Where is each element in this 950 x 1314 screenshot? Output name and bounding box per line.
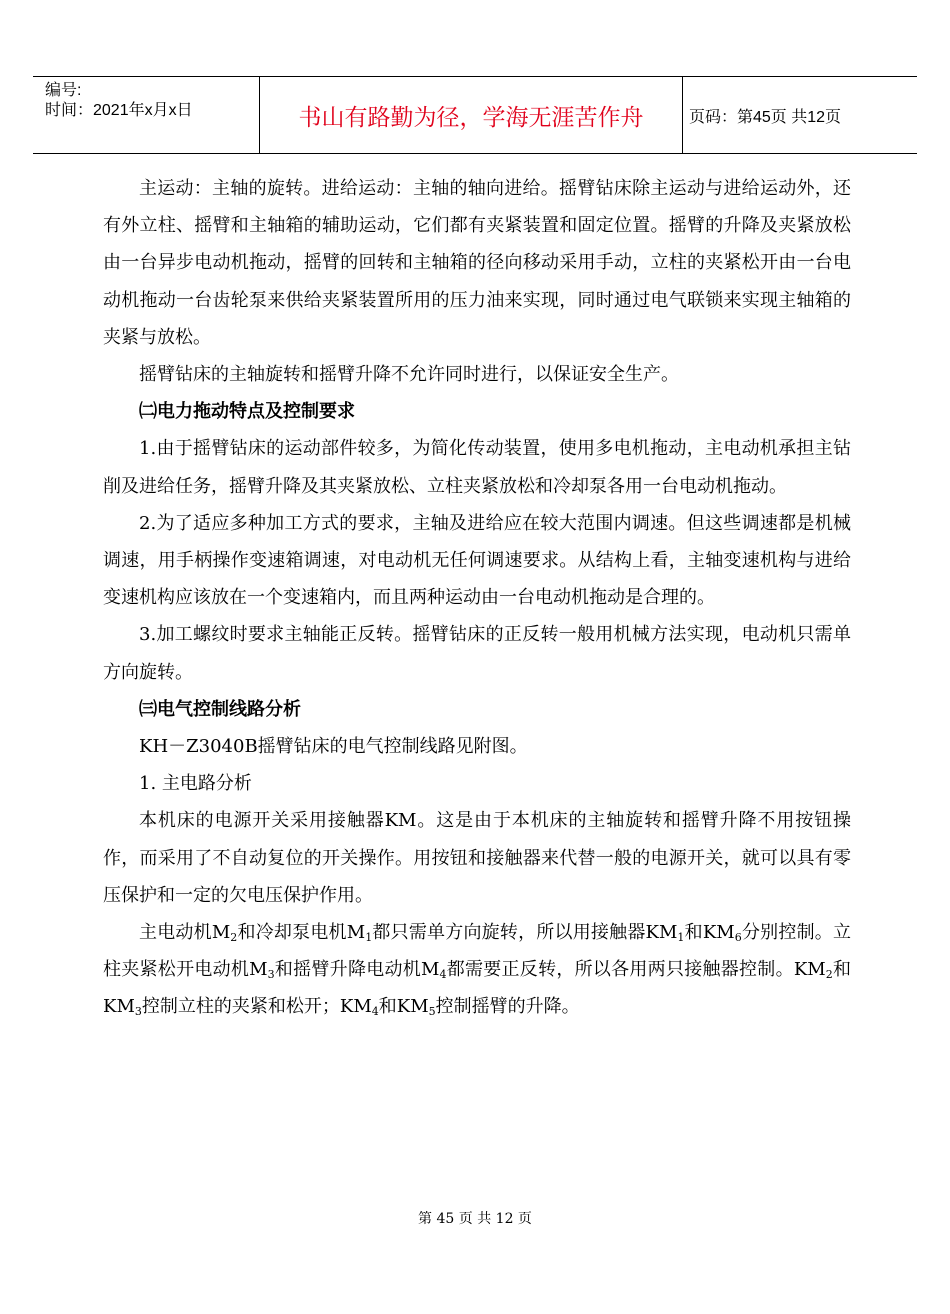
header-motto: 书山有路勤为径，学海无涯苦作舟 [259, 77, 683, 153]
text-run: 控制立柱的夹紧和松开；KM [141, 996, 372, 1018]
subscript: 1 [677, 931, 685, 945]
subsection-heading: 1. 主电路分析 [139, 773, 252, 795]
paragraph: KH－Z3040B摇臂钻床的电气控制线路见附图。 [139, 736, 528, 758]
paragraph [103, 914, 851, 1026]
text-run: 控制摇臂的升降。 [435, 996, 580, 1018]
text-run: 和KM [684, 922, 735, 944]
header-meta [45, 81, 260, 121]
paragraph: 本机床的电源开关采用接触器KM。这是由于本机床的主轴旋转和摇臂升降不用按钮操作，而采用了不自动复位的开关操作。用按钮和接触器来代替一般的电源开关，就可以具有零压保护和一定的欠电压保护作用。 [103, 810, 851, 906]
text-run: 主电动机M [139, 922, 231, 944]
paragraph: 2.为了适应多种加工方式的要求，主轴及进给应在较大范围内调速。但这些调速都是机械调速，用手柄操作变速箱调速，对电动机无任何调速要求。从结构上看，主轴变速机构与进给变速机构应该放在一个变速箱内，而且两种运动由一台电动机拖动是合理的。 [103, 512, 851, 609]
header-page-info: 页码：第45页 共12页 [689, 108, 842, 126]
text-run: 分别控制。立柱夹紧松开电动机M [103, 922, 851, 981]
page-footer: 第 45 页 共 12 页 [418, 1211, 532, 1227]
paragraph: 3.加工螺纹时要求主轴能正反转。摇臂钻床的正反转一般用机械方法实现，电动机只需单方向旋转。 [103, 624, 851, 683]
subscript: 2 [825, 968, 833, 982]
paragraph: 1.由于摇臂钻床的运动部件较多，为简化传动装置，使用多电机拖动，主电动机承担主钻削及进给任务，摇臂升降及其夹紧放松、立柱夹紧放松和冷却泵各用一台电动机拖动。 [103, 438, 851, 497]
text-run: 和冷却泵电机M [237, 922, 366, 944]
document-body [103, 170, 851, 1026]
text-run: 都需要正反转，所以各用两只接触器控制。KM [446, 959, 826, 981]
text-run: 和KM [103, 959, 851, 1018]
subscript: 3 [134, 1005, 142, 1019]
text-run: 和KM [378, 996, 429, 1018]
subscript: 5 [428, 1005, 436, 1019]
paragraph: 主运动：主轴的旋转。进给运动：主轴的轴向进给。摇臂钻床除主运动与进给运动外，还有外立柱、摇臂和主轴箱的辅助运动，它们都有夹紧装置和固定位置。摇臂的升降及夹紧放松由一台异步电动机拖动，摇臂的回转和主轴箱的径向移动采用手动，立柱的夹紧松开由一台电动机拖动一台齿轮泵来供给夹紧装置所用的压力油来实现，同时通过电气联锁来实现主轴箱的夹紧与放松。 [103, 178, 851, 348]
subscript: 3 [267, 968, 275, 982]
text-run: 都只需单方向旋转，所以用接触器KM [372, 922, 678, 944]
page-header [33, 76, 917, 154]
subscript: 1 [365, 931, 373, 945]
subscript: 6 [734, 931, 742, 945]
document-time: 时间：2021年x月x日 [45, 102, 193, 119]
text-run: 和摇臂升降电动机M [274, 959, 440, 981]
subscript: 4 [371, 1005, 379, 1019]
subscript: 2 [230, 931, 238, 945]
document-number-label: 编号: [45, 82, 82, 99]
section-heading: ㈡电力拖动特点及控制要求 [139, 401, 355, 423]
paragraph: 摇臂钻床的主轴旋转和摇臂升降不允许同时进行，以保证安全生产。 [139, 364, 679, 386]
subscript: 4 [439, 968, 447, 982]
section-heading: ㈢电气控制线路分析 [139, 698, 301, 720]
